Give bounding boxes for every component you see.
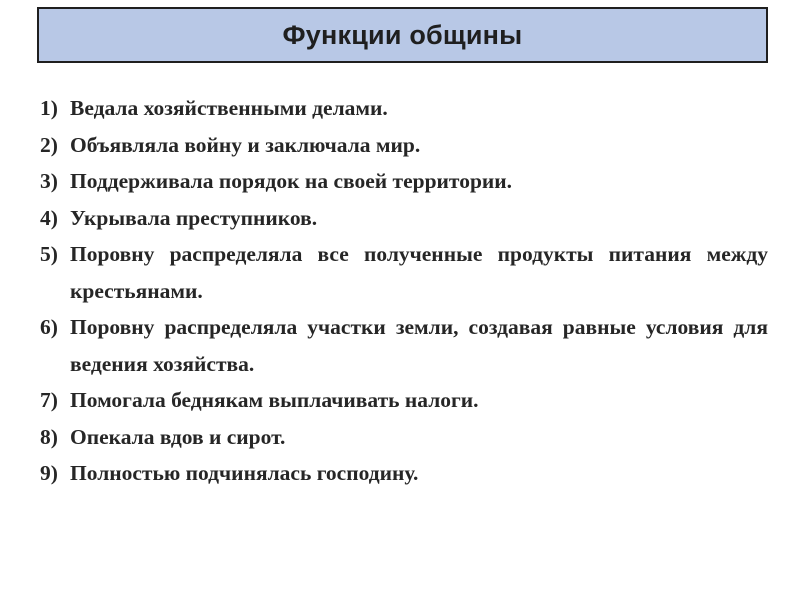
item-number: 7) xyxy=(40,388,58,412)
functions-list xyxy=(40,90,768,492)
item-number: 9) xyxy=(40,461,58,485)
list-item-3 xyxy=(40,163,768,200)
list-item-1 xyxy=(40,90,768,127)
item-number: 2) xyxy=(40,132,58,157)
item-text: Объявляла войну и заключала мир. xyxy=(70,132,421,157)
list-item-7 xyxy=(40,382,768,419)
list-item-2 xyxy=(40,127,768,164)
item-text: Поровну распределяла все полученные продукты питания между крестьянами. xyxy=(70,242,768,303)
list-item-5 xyxy=(40,236,768,309)
item-number: 3) xyxy=(40,169,58,193)
item-text: Поддерживала порядок на своей территории. xyxy=(70,169,513,193)
item-text: Поровну распределяла участки земли, создавая равные условия для ведения хозяйства. xyxy=(70,315,768,376)
item-text: Укрывала преступников. xyxy=(70,205,318,230)
title-banner xyxy=(37,7,768,63)
item-text: Опекала вдов и сирот. xyxy=(70,424,286,449)
list-item-8 xyxy=(40,419,768,456)
item-number: 8) xyxy=(40,424,58,449)
item-text: Помогала беднякам выплачивать налоги. xyxy=(70,388,479,412)
list-item-6 xyxy=(40,309,768,382)
item-number: 5) xyxy=(40,242,58,266)
list-item-4 xyxy=(40,200,768,237)
item-text: Ведала хозяйственными делами. xyxy=(70,96,388,120)
list-item-9 xyxy=(40,455,768,492)
item-text: Полностью подчинялась господину. xyxy=(70,461,419,485)
page-title: Функции общины xyxy=(282,19,523,50)
item-number: 6) xyxy=(40,315,58,339)
item-number: 4) xyxy=(40,205,58,230)
item-number: 1) xyxy=(40,96,58,120)
